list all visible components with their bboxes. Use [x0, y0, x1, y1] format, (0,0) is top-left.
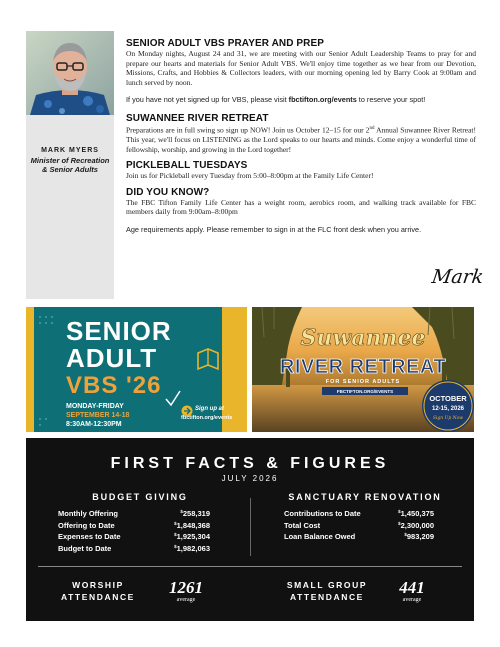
- fact-row-label: Expenses to Date: [58, 532, 121, 541]
- fact-row: [58, 521, 210, 530]
- fact-row-value: $983,209: [404, 532, 434, 541]
- currency-symbol: $: [398, 520, 401, 526]
- fact-row-value: $1,982,063: [174, 543, 210, 553]
- currency-symbol: $: [174, 520, 177, 526]
- author-portrait-image: [26, 31, 114, 115]
- retreat-subtitle: FOR SENIOR ADULTS: [325, 379, 401, 385]
- worship-attendance-label: [50, 579, 146, 603]
- worship-label-line-1: WORSHIP: [72, 580, 124, 590]
- retreat-badge-month: OCTOBER: [429, 394, 467, 403]
- pickleball-body: Join us for Pickleball every Tuesday from 5:00–8:00pm at the Family Life Center!: [126, 171, 374, 181]
- fact-row-value: $1,848,368: [174, 520, 210, 530]
- worship-average-label: average: [176, 597, 196, 603]
- articles-column: [126, 38, 476, 235]
- fact-row: [58, 544, 210, 553]
- vbs-line-3: VBS '26: [66, 372, 162, 399]
- vbs-time: 8:30AM-12:30PM: [66, 421, 122, 428]
- gold-bar-left: [26, 307, 34, 432]
- vbs-dates: SEPTEMBER 14-18: [66, 412, 130, 419]
- retreat-banner[interactable]: [252, 307, 474, 432]
- small-group-average-label: average: [402, 597, 422, 603]
- vbs-signup-label: Sign up at: [195, 406, 224, 412]
- currency-symbol: $: [174, 532, 177, 537]
- retreat-strip-text[interactable]: FBCTIFTON.ORG/EVENTS: [336, 389, 394, 394]
- fact-row: [58, 532, 210, 541]
- vbs-banner[interactable]: [26, 307, 247, 432]
- retreat-heading: SUWANNEE RIVER RETREAT: [126, 112, 269, 124]
- vbs-line-2: ADULT: [66, 343, 158, 373]
- retreat-body-part-2: Annual Suwannee River Retreat! This year, we'll focus on LISTENING as the Lord speaks to our hearts and minds. Come enjoy a wonderful time of fellowship, worship, and growing in the Lord together!: [126, 125, 476, 154]
- author-title: [26, 156, 114, 174]
- fact-row-label: Total Cost: [284, 520, 321, 530]
- retreat-body: [126, 124, 476, 154]
- currency-symbol: $: [404, 532, 407, 537]
- fact-row-label: Contributions to Date: [284, 509, 361, 518]
- vbs-signup-url[interactable]: fbctifton.org/events: [181, 415, 233, 421]
- facts-panel: [26, 438, 474, 621]
- vbs-banner-art: [26, 307, 247, 432]
- worship-label-line-2: ATTENDANCE: [61, 592, 135, 602]
- did-you-know-body: The FBC Tifton Family Life Center has a weight room, aerobics room, and walking track available for FBC members daily from 9:00am–8:00pm: [126, 197, 476, 217]
- worship-attendance-number: 1261: [169, 578, 203, 597]
- fact-row-value: $1,925,304: [174, 532, 210, 541]
- fact-row-value: $2,300,000: [398, 520, 434, 530]
- retreat-banner-art: [252, 307, 474, 432]
- attendance-divider: [38, 566, 462, 567]
- did-you-know-note: Age requirements apply. Please remember to sign in at the FLC front desk when you arrive.: [126, 225, 422, 235]
- retreat-main-title: RIVER RETREAT: [279, 356, 447, 378]
- retreat-body-ordinal: nd: [369, 125, 375, 131]
- fact-row: [284, 532, 434, 541]
- currency-symbol: $: [398, 509, 401, 514]
- budget-heading: BUDGET GIVING: [92, 492, 188, 502]
- fact-row-value: $1,450,375: [398, 509, 434, 518]
- facts-subtitle: JULY 2026: [221, 474, 279, 483]
- pickleball-heading: PICKLEBALL TUESDAYS: [126, 160, 248, 172]
- retreat-badge-dates: 12-15, 2026: [431, 406, 465, 412]
- author-title-line-1: Minister of Recreation: [30, 156, 110, 165]
- retreat-script-title: Suwannee: [300, 325, 426, 351]
- author-signature: Mark: [430, 266, 485, 288]
- small-group-attendance-label: [278, 579, 376, 603]
- facts-title: FIRST FACTS & FIGURES: [110, 455, 390, 472]
- author-photo: [26, 31, 114, 115]
- author-sidebar: [26, 31, 114, 299]
- vbs-signup-link[interactable]: fbctifton.org/events: [288, 95, 357, 105]
- currency-symbol: $: [174, 543, 177, 549]
- vbs-signup-text: [126, 95, 476, 105]
- vbs-line-1: SENIOR: [66, 316, 172, 346]
- retreat-badge-signup: Sign Up Now: [432, 416, 464, 421]
- small-group-label-line-1: SMALL GROUP: [286, 580, 368, 590]
- column-divider: [250, 498, 251, 556]
- sanctuary-heading: SANCTUARY RENOVATION: [288, 492, 442, 502]
- fact-row-label: Budget to Date: [58, 543, 112, 553]
- fact-row-label: Loan Balance Owed: [284, 532, 356, 541]
- fact-row-label: Offering to Date: [58, 520, 115, 530]
- vbs-signup-before: If you have not yet signed up for VBS, please visit: [126, 95, 289, 105]
- fact-row: [58, 509, 210, 518]
- author-title-line-2: & Senior Adults: [42, 165, 98, 174]
- vbs-prep-heading: SENIOR ADULT VBS PRAYER AND PREP: [126, 38, 325, 49]
- gold-bar-right: [222, 307, 247, 432]
- currency-symbol: $: [180, 509, 183, 514]
- vbs-days: MONDAY-FRIDAY: [66, 403, 124, 410]
- vbs-prep-body: On Monday nights, August 24 and 31, we are meeting with our Senior Adult Leadership Teams to pray for and prepare our hearts and materials for Senior Adult VBS. We'll enjoy time together as we hear from our Devotion, Missions, Crafts, and Hobbies & Collectors leaders, with our morning opening led by Barry Cook at 9:00am and lunch served by noon.: [126, 49, 476, 87]
- small-group-label-line-2: ATTENDANCE: [290, 592, 364, 602]
- fact-row-label: Monthly Offering: [58, 509, 118, 518]
- author-name: MARK MYERS: [41, 147, 99, 154]
- vbs-signup-after: to reserve your spot!: [356, 95, 426, 105]
- fact-row-value: $258,319: [180, 509, 210, 518]
- retreat-body-part-1: Preparations are in full swing so sign up NOW! Join us October 12–15 for our 2: [126, 125, 370, 135]
- did-you-know-heading: DID YOU KNOW?: [126, 186, 210, 198]
- fact-row: [284, 509, 434, 518]
- fact-row: [284, 521, 434, 530]
- small-group-attendance-number: 441: [399, 578, 425, 597]
